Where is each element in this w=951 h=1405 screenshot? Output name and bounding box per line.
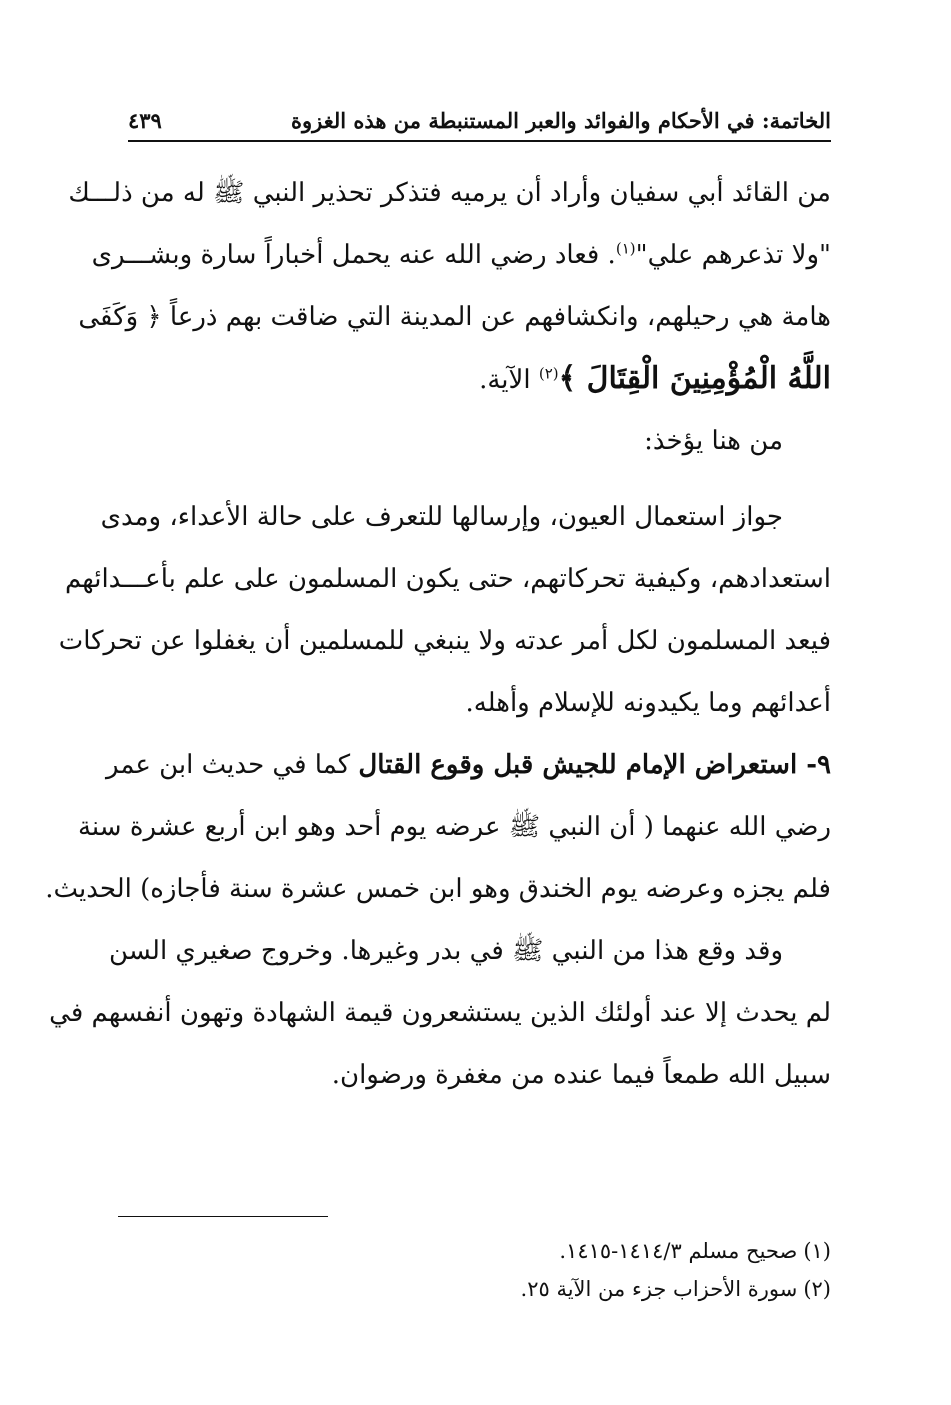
page-number: ٤٣٩ <box>128 108 162 133</box>
text-line <box>105 734 831 796</box>
text-line <box>91 224 831 286</box>
text-span: لم يحدث إلا عند أولئك الذين يستشعرون قيمة الشهادة وتهون أنفسهم في <box>49 998 831 1028</box>
footnote-number: (١) <box>803 1239 831 1263</box>
text-span: فيعد المسلمون لكل أمر عدته ولا ينبغي للمسلمين أن يغفلوا عن تحركات <box>58 626 831 656</box>
text-line <box>77 796 831 858</box>
text-span: أعدائهم وما يكيدونه للإسلام وأهله. <box>465 688 831 718</box>
footnote-ref-2[interactable]: (٢) <box>538 364 559 383</box>
text-span: من القائد أبي سفيان وأراد أن يرميه فتذكر تحذير النبي ﷺ له من ذلـــك <box>68 178 831 208</box>
text-span: فلم يجزه وعرضه يوم الخندق وهو ابن خمس عشرة سنة فأجازه) الحديث. <box>45 874 831 904</box>
text-line <box>78 286 831 348</box>
quran-verse: اللَّهُ الْمُؤْمِنِينَ الْقِتَالَ ﴾ <box>558 361 831 396</box>
footnote-item <box>128 1270 831 1308</box>
text-line <box>109 920 831 982</box>
footnotes <box>128 1232 831 1308</box>
text-line <box>128 410 831 472</box>
running-header <box>128 108 831 138</box>
footnote-divider <box>118 1216 328 1217</box>
text-span: . فعاد رضي الله عنه يحمل أخباراً سارة وبشـــرى <box>91 240 616 270</box>
header-title: الخاتمة: في الأحكام والفوائد والعبر المستنبطة من هذه الغزوة <box>290 108 831 133</box>
text-span: رضي الله عنهما ( أن النبي ﷺ عرضه يوم أحد وهو ابن أربع عشرة سنة <box>77 812 831 842</box>
text-span: الآية. <box>479 365 539 395</box>
main-text <box>45 162 831 1106</box>
text-span: جواز استعمال العيون، وإرسالها للتعرف على حالة الأعداء، ومدى <box>100 502 783 532</box>
numbered-point-heading: ٩- استعراض الإمام للجيش قبل وقوع القتال <box>358 750 831 780</box>
footnote-text: صحيح مسلم ١٤١٤/٣-١٤١٥. <box>559 1239 798 1263</box>
footnote-item <box>128 1232 831 1270</box>
text-line <box>45 858 831 920</box>
text-line <box>128 348 831 410</box>
text-line <box>64 548 831 610</box>
text-line <box>49 982 831 1044</box>
text-line <box>128 1044 831 1106</box>
footnote-number: (٢) <box>803 1277 831 1301</box>
text-span: استعدادهم، وكيفية تحركاتهم، حتى يكون المسلمون على علم بأعـــدائهم <box>64 564 831 594</box>
text-line <box>100 486 831 548</box>
quote-text: "ولا تذعرهم علي" <box>635 240 831 270</box>
text-line <box>68 162 831 224</box>
text-line <box>58 610 831 672</box>
footnote-ref-1[interactable]: (١) <box>615 239 636 258</box>
text-line <box>128 672 831 734</box>
header-divider <box>128 140 831 142</box>
text-span: كما في حديث ابن عمر <box>105 750 359 780</box>
text-span: هامة هي رحيلهم، وانكشافهم عن المدينة التي ضاقت بهم ذرعاً ﴿ وَكَفَى <box>78 302 831 332</box>
text-span: وقد وقع هذا من النبي ﷺ في بدر وغيرها. وخروج صغيري السن <box>109 936 783 966</box>
subheading: من هنا يؤخذ: <box>644 426 783 456</box>
footnote-text: سورة الأحزاب جزء من الآية ٢٥. <box>520 1277 798 1301</box>
text-span: سبيل الله طمعاً فيما عنده من مغفرة ورضوان. <box>331 1060 831 1090</box>
